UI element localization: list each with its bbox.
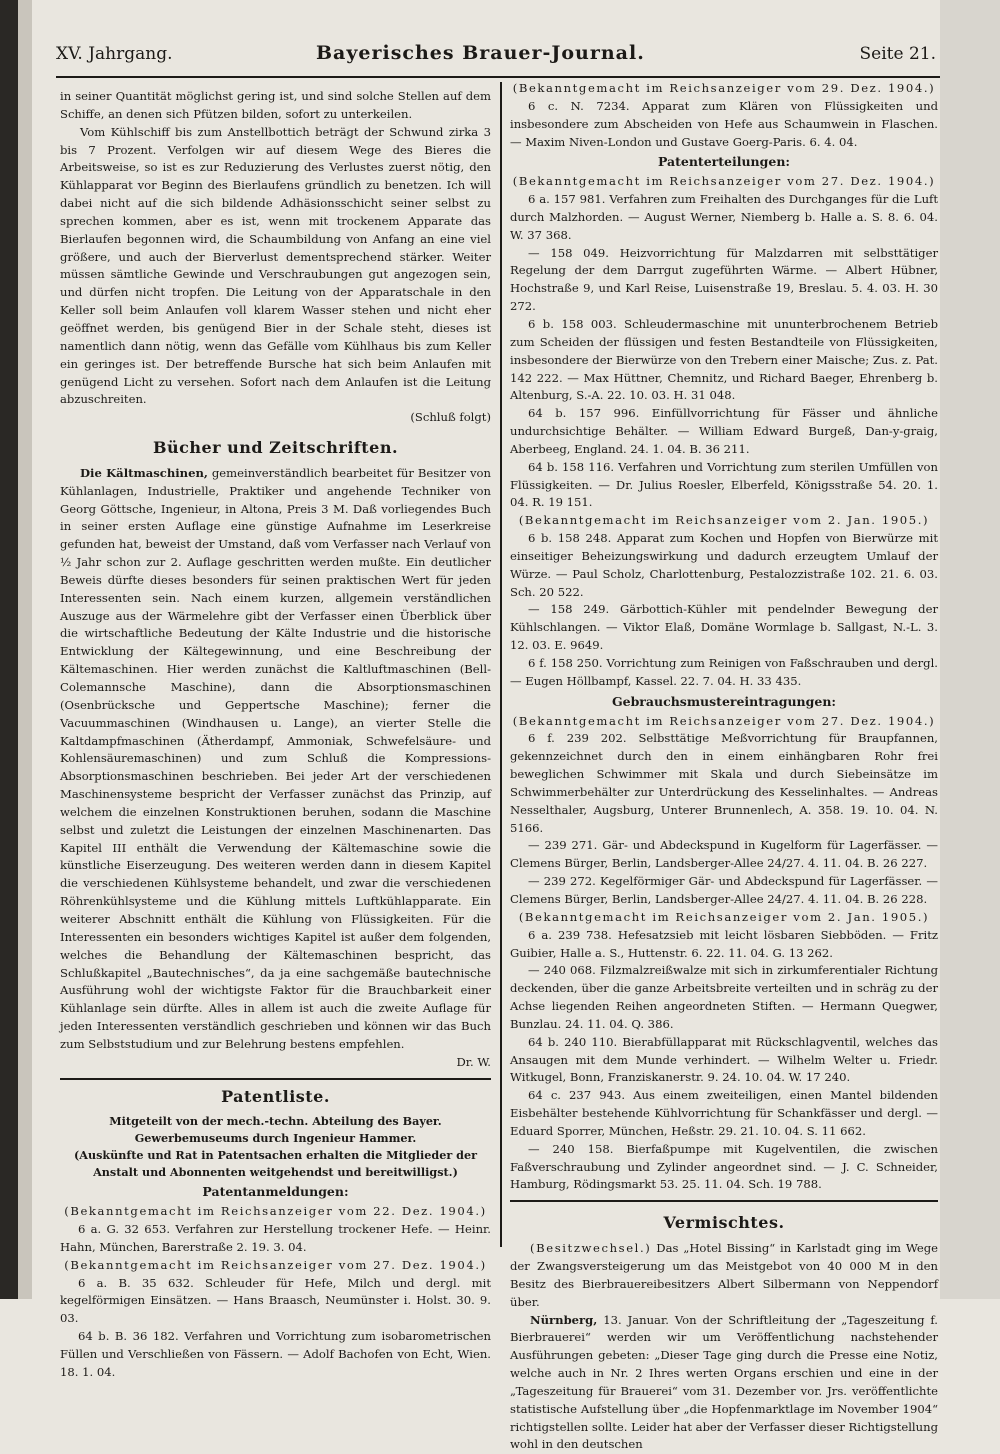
- header-rule: [56, 76, 940, 78]
- patent-entry: 64 b. 240 110. Bierabfüllapparat mit Rückschlagventil, welches das Ansaugen mit dem Munde verhindert. — Wilhelm Welter u. Friedr. Witkugel, Bonn, Franziskanerstr. 9. 24. 10. 04. W. 17 240.: [510, 1034, 938, 1085]
- patent-entry: 64 c. 237 943. Aus einem zweiteiligen, einen Mantel bildenden Eisbehälter bestehende Kühlvorrichtung für Schankfässer und dergl. — Eduard Sporrer, München, Heßstr. 29. 21. 10. 04. S. 11 662.: [510, 1088, 938, 1138]
- binding-edge: [0, 0, 18, 1299]
- patent-section-heading: Gebrauchsmustereintragungen:: [611, 693, 837, 709]
- publication-note: (Bekanntgemacht im Reichsanzeiger vom 22. Dez. 1904.): [64, 1204, 487, 1219]
- patent-entry: 6 a. B. 35 632. Schleuder für Hefe, Milch und dergl. mit kegelförmigen Einsätzen. — Hans Braasch, Neumünster i. Holst. 30. 9. 03.: [60, 1275, 491, 1326]
- publication-note: (Bekanntgemacht im Reichsanzeiger vom 27. Dez. 1904.): [64, 1257, 487, 1272]
- patent-entry: 64 b. B. 36 182. Verfahren und Vorrichtung zum isobarometrischen Füllen und Verschließen von Fässern. — Adolf Bachofen von Echt, Wien. 18. 1. 04.: [60, 1329, 491, 1379]
- publication-note: (Bekanntgemacht im Reichsanzeiger vom 2. Jan. 1905.): [518, 909, 930, 924]
- book-title: Die Kältmaschinen,: [80, 465, 208, 480]
- patent-entry: — 239 272. Kegelförmiger Gär- und Abdeckspund für Lagerfässer. — Clemens Bürger, Berlin, Landsberger-Allee 24/27. 4. 11. 04. B. 26 228.: [510, 874, 938, 906]
- continued-paragraph: in seiner Quantität möglichst gering ist, und sind solche Stellen auf dem Schiffe, an denen sich Pfützen bilden, sofort zu unterkeilen.: [60, 89, 491, 121]
- volume-label: XV. Jahrgang.: [56, 44, 173, 64]
- patent-entry: 64 b. 158 116. Verfahren und Vorrichtung zum sterilen Umfüllen von Flüssigkeiten. — Dr. Julius Roesler, Elberfeld, Königsstraße 54. 20. 1. 04. R. 19 151.: [510, 459, 938, 510]
- misc-item-text: 13. Januar. Von der Schriftleitung der „Tageszeitung f. Bierbrauerei“ werden wir um Veröffentlichung nachstehender Ausführungen gebeten: „Dieser Tage ging durch die Presse eine Notiz, welche auch in Nr. 2 Ihres werten Organs erschien und eine in der „Tageszeitung für Brauerei“ vom 31. Dezember vor. Jrs. veröffentlichte statistische Aufstellung über „die Hopfenmarktlage im November 1904“ richtigstellen sollte. Leider hat aber der Verfasser dieser Richtigstellung wohl in den deutschen: [510, 1312, 938, 1452]
- patent-entry: — 240 068. Filzmalzreißwalze mit sich in zirkumferentialer Richtung deckenden, über die ganze Arbeitsbreite verteilten und in schräg zu der Achse liegenden Reihen angeordneten Stiften. — Hermann Quegwer, Bunzlau. 24. 11. 04. Q. 386.: [510, 963, 938, 1031]
- patent-entry: — 158 049. Heizvorrichtung für Malzdarren mit selbsttätiger Regelung der dem Darrgut zugeführten Wärme. — Albert Hübner, Hochstraße 9, und Karl Reise, Luisenstraße 19, Breslau. 5. 4. 03. H. 30 272.: [510, 245, 938, 314]
- misc-item-lead: Nürnberg,: [530, 1312, 598, 1327]
- continuation-note: (Schluß folgt): [410, 410, 491, 425]
- section-rule: [60, 1078, 491, 1080]
- section-rule: [510, 1200, 938, 1202]
- patent-entry: 6 f. 239 202. Selbsttätige Meßvorrichtung für Braupfannen, gekennzeichnet durch den in einem einhängbaren Rohr frei beweglichen Schwimmer mit Skala und durch Siebeinsätze im Schwimmerbehälter zur Unterdrückung des Kesselinhaltes. — Andreas Nesselthaler, Augsburg, Unterer Brunnenlech, A. 358. 19. 10. 04. N. 5166.: [510, 731, 938, 835]
- applications-heading: Patentanmeldungen:: [202, 1184, 349, 1200]
- page-number: Seite 21.: [859, 44, 936, 64]
- patent-entry: 6 c. N. 7234. Apparat zum Klären von Flüssigkeiten und insbesondere zum Abscheiden von Hefe aus Schaumwein in Flaschen. — Maxim Niven-London und Gustave Goerg-Paris. 6. 4. 04.: [510, 98, 938, 149]
- publication-note: (Bekanntgemacht im Reichsanzeiger vom 2. Jan. 1905.): [518, 513, 930, 528]
- left-column: [60, 88, 491, 1379]
- page-header: [56, 40, 936, 74]
- patent-entry: 6 b. 158 003. Schleudermaschine mit ununterbrochenem Betrieb zum Scheiden der flüssigen und festen Bestandteile von Flüssigkeiten, insbesondere der Bierwürze von den Trebern einer Maische; Zus. z. Pat. 142 222. — Max Hüttner, Chemnitz, und Richard Baeger, Ehrenberg b. Altenburg, S.-A. 22. 10. 03. H. 31 048.: [510, 316, 938, 403]
- publication-note: (Bekanntgemacht im Reichsanzeiger vom 27. Dez. 1904.): [512, 713, 936, 728]
- misc-heading: Vermischtes.: [663, 1213, 785, 1233]
- patent-entry: — 239 271. Gär- und Abdeckspund in Kugelform für Lagerfässer. — Clemens Bürger, Berlin, Landsberger-Allee 24/27. 4. 11. 04. B. 26 227.: [510, 838, 938, 871]
- patent-entry: — 240 158. Bierfaßpumpe mit Kugelventilen, die zwischen Faßverschraubung und Zylinder angeordnet sind. — J. C. Schneider, Hamburg, Rödingsmarkt 53. 25. 11. 04. Sch. 19 788.: [510, 1141, 938, 1192]
- books-heading: Bücher und Zeitschriften.: [152, 438, 399, 458]
- patent-entry: 6 a. 239 738. Hefesatzsieb mit leicht lösbaren Siebböden. — Fritz Guibier, Halle a. S., Huttenstr. 6. 22. 11. 04. G. 13 262.: [510, 927, 938, 960]
- patent-section-heading: Patenterteilungen:: [657, 154, 791, 170]
- misc-item: [510, 1240, 938, 1311]
- misc-item-lead: (Besitzwechsel.): [530, 1241, 652, 1256]
- publication-note: (Bekanntgemacht im Reichsanzeiger vom 29. Dez. 1904.): [512, 81, 936, 95]
- patent-list-notice: (Auskünfte und Rat in Patentsachen erhalten die Mitglieder der Anstalt und Abonnenten weitgehendst und bereitwilligst.): [74, 1148, 477, 1180]
- patent-entry: 6 a. G. 32 653. Verfahren zur Herstellung trockener Hefe. — Heinr. Hahn, München, Barerstraße 2. 19. 3. 04.: [60, 1222, 491, 1254]
- patent-entry: 6 f. 158 250. Vorrichtung zum Reinigen von Faßschrauben und dergl. — Eugen Höllbampf, Kassel. 22. 7. 04. H. 33 435.: [510, 656, 938, 688]
- patent-entry: 6 a. 157 981. Verfahren zum Freihalten des Durchganges für die Luft durch Malzhorden. — August Werner, Niemberg b. Halle a. S. 8. 6. 04. W. 37 368.: [510, 192, 938, 242]
- misc-item-text: Das „Hotel Bissing“ in Karlstadt ging im Wege der Zwangsversteigerung um das Meistgebot von 40 000 M in den Besitz des Bierbrauereibesitzers Albert Silbermann von Neppendorf über.: [510, 1241, 938, 1309]
- patent-entry: 64 b. 157 996. Einfüllvorrichtung für Fässer und ähnliche undurchsichtige Behälter. — William Edward Burgeß, Dan-y-graig, Aberbeeg, England. 24. 1. 04. B. 36 211.: [510, 406, 938, 456]
- patent-list-heading: Patentliste.: [221, 1086, 330, 1106]
- article-paragraph: Vom Kühlschiff bis zum Anstellbottich beträgt der Schwund zirka 3 bis 7 Prozent. Verfolgen wir auf diesem Wege des Bieres die Arbeitsweise, so ist es zur Reduzierung des Verlustes zuerst nötig, den Kühlapparat vor Beginn des Bierlaufens gründlich zu benetzen. Ich will dabei nicht auf die sich bildende Adhäsionsschicht seiner selbst zu sprechen kommen, aber es ist, wenn mit trockenem Apparate das Bierlaufen begonnen wird, die Schaumbildung von Anfang an eine viel größere, und auch der Bierverlust dementsprechend stärker. Weiter müssen sämtliche Gewinde und Verschraubungen gut angezogen sein, und dürfen nicht tropfen. Die Leitung von der Apparatschale in den Keller soll beim Anlaufen voll klarem Wasser stehen und nicht eher geöffnet werden, bis genügend Bier in der Schale steht, dieses ist namentlich dann nötig, wenn das Gefälle vom Kühlhaus bis zum Keller ein geringes ist. Der betreffende Bursche hat sich beim Anlaufen mit genügend Licht zu versehen. Sofort nach dem Anlaufen ist die Leitung abzuschreiten.: [60, 124, 491, 407]
- review-signature: Dr. W.: [456, 1054, 491, 1069]
- right-patent-entries: [510, 80, 938, 1194]
- publication-note: (Bekanntgemacht im Reichsanzeiger vom 27. Dez. 1904.): [512, 174, 936, 189]
- left-patent-entries: [60, 1203, 491, 1381]
- patent-entry: — 158 249. Gärbottich-Kühler mit pendelnder Bewegung der Kühlschlangen. — Viktor Elaß, Domäne Wormlage b. Sallgast, N.-L. 3. 12. 03. E. 9649.: [510, 602, 938, 653]
- page-right-margin: [940, 0, 1000, 1299]
- journal-title: Bayerisches Brauer-Journal.: [316, 42, 645, 64]
- page-margin-shadow: [18, 0, 32, 1299]
- misc-item: [510, 1312, 938, 1454]
- patent-list-source: Mitgeteilt von der mech.-techn. Abteilung des Bayer. Gewerbemuseums durch Ingenieur Hammer.: [109, 1114, 442, 1146]
- book-review-text: gemeinverständlich bearbeitet für Besitzer von Kühlanlagen, Industrielle, Praktiker und angehende Techniker von Georg Göttsche, Ingenieur, in Altona, Preis 3 M. Daß vorliegendes Buch in seiner ersten Auflage eine günstige Aufnahme im Leserkreise gefunden hat, beweist der Umstand, daß vom Verfasser nach Verlauf von ½ Jahr schon zur 2. Auflage geschritten werden mußte. Ein deutlicher Beweis dürfte dieses besonders für seinen praktischen Wert für jeden Interessenten sein. Nach einem kurzen, allgemein verständlichen Auszuge aus der Wärmelehre gibt der Verfasser einen Überblick über die wirtschaftliche Bedeutung der Kälte Industrie und die historische Entwicklung der Kältegewinnung, und eine Beschreibung der Kältemaschinen. Hier werden zunächst die Kaltluftmaschinen (Bell-Colemannsche Maschine), dann die Absorptionsmaschinen (Osenbrücksche und Geppertsche Maschine); ferner die Vacuummaschinen (Windhausen u. Lange), an vierter Stelle die Kaltdampfmaschinen (Ätherdampf, Ammoniak, Schwefelsäure- und Kohlensäuremaschinen) und zum Schluß die Kompressions-Absorptionsmaschinen beschrieben. Bei jeder Art der verschiedenen Maschinensysteme bespricht der Verfasser zunächst das Prinzip, auf welchem die einzelnen Konstruktionen beruhen, sodann die Maschine selbst und zuletzt die Leistungen der einzelnen Maschinenarten. Das Kapitel III enthält die Verwendung der Kältemaschine sowie die künstliche Eiserzeugung. Des weiteren werden dann in diesem Kapitel die verschiedenen Kühlsysteme behandelt, und zwar die verschiedenen Röhrenkühlsysteme und die Kühlung mittels Luftkühlapparate. Ein weiterer Abschnitt enthält die Kühlung von Flüssigkeiten. Für die Interessenten ein besonders wichtiges Kapitel ist außer dem folgenden, welches die Behandlung der Kältemaschinen bespricht, das Schlußkapitel „Bautechnisches“, da ja eine sachgemäße bautechnische Ausführung wohl der wichtigste Faktor für die Brauchbarkeit einer Kühlanlage sein dürfte. Alles in allem ist auch die zweite Auflage für jeden Interessenten verständlich geschrieben und können wir das Buch zum Selbststudium und zur Belehrung bestens empfehlen.: [60, 465, 491, 1051]
- patent-entry: 6 b. 158 248. Apparat zum Kochen und Hopfen von Bierwürze mit einseitiger Beheizungswirkung und dadurch erzeugtem Umlauf der Würze. — Paul Scholz, Charlottenburg, Pestalozzistraße 102. 21. 6. 03. Sch. 20 522.: [510, 531, 938, 599]
- right-column: [510, 80, 938, 1452]
- column-divider: [500, 82, 502, 1247]
- book-review: [60, 465, 491, 1054]
